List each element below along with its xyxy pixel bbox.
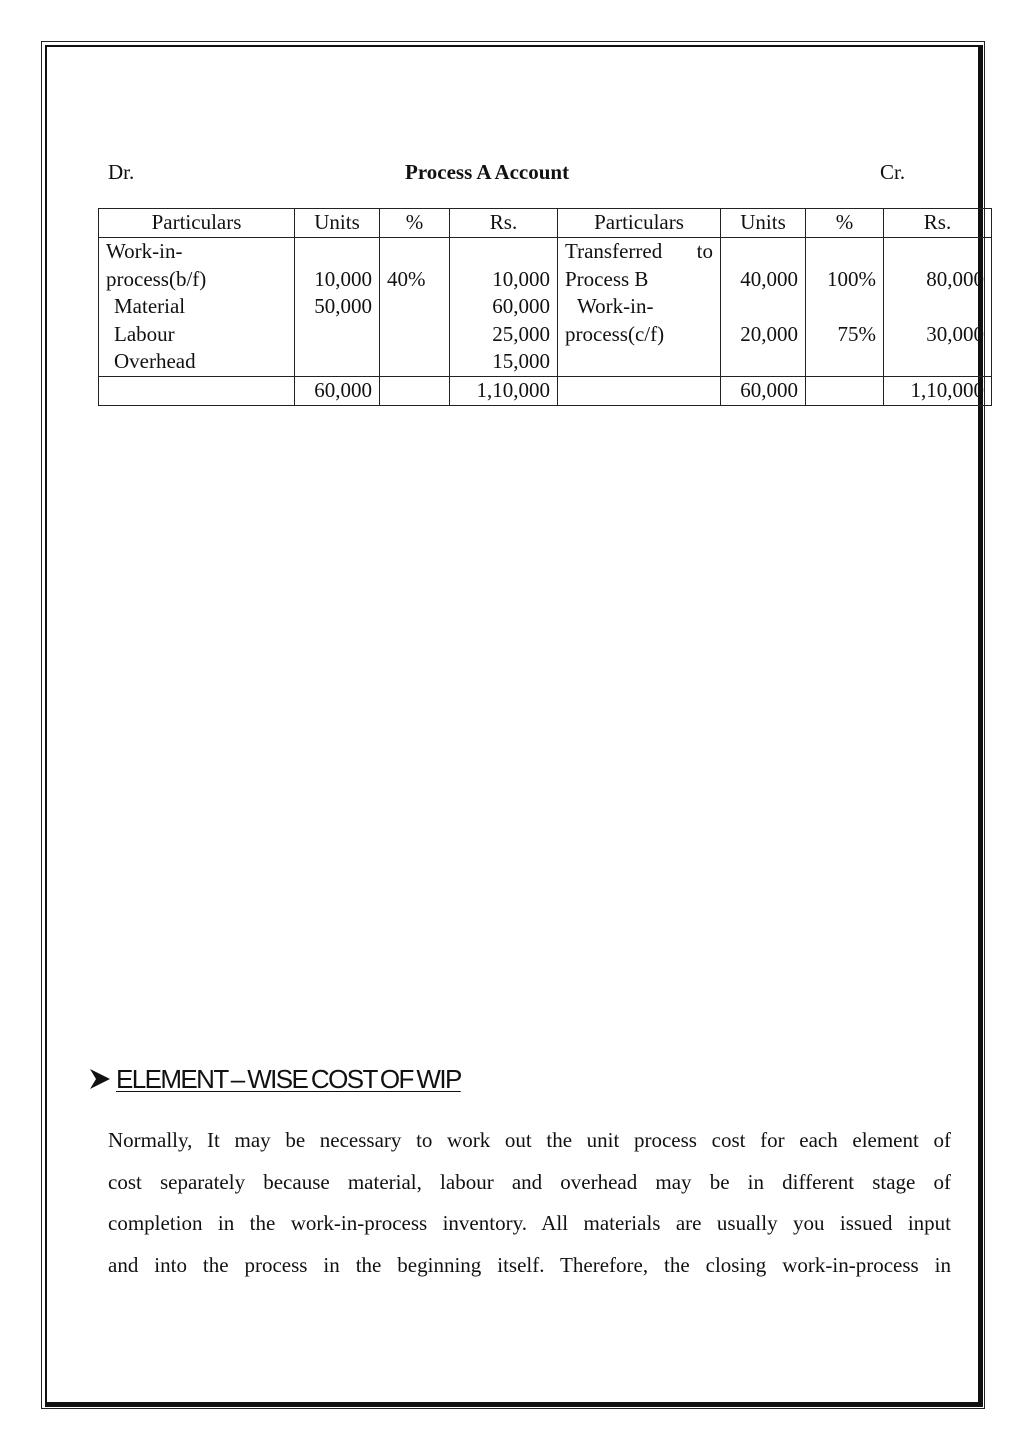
credit-particular: process(c/f)	[565, 321, 665, 346]
debit-percent	[387, 238, 442, 266]
debit-particular: Overhead	[114, 349, 196, 373]
debit-particular: Labour	[114, 321, 175, 346]
debit-units	[302, 238, 372, 266]
paragraph-line: cost separately because material, labour and overhead may be in different stage of	[108, 1169, 951, 1194]
arrow-bullet-icon	[88, 1066, 112, 1092]
debit-rs-cell	[450, 238, 558, 377]
total-blank	[99, 376, 295, 405]
total-debit-rs: 1,10,000	[450, 376, 558, 405]
totals-row	[99, 376, 992, 405]
credit-percent	[813, 293, 876, 321]
debit-rs: 60,000	[492, 294, 550, 318]
section-heading-text: ELEMENT – WISE COST OF WIP	[116, 1064, 461, 1094]
total-debit-units: 60,000	[295, 376, 380, 405]
debit-particular: Material	[114, 294, 186, 318]
credit-percent: 100%	[827, 266, 876, 291]
credit-percent: 75%	[837, 321, 876, 346]
table-row	[99, 238, 992, 377]
credit-rs	[891, 238, 984, 266]
debit-percent-cell	[380, 238, 450, 377]
debit-percent	[387, 321, 442, 349]
credit-rs	[891, 293, 984, 321]
header-units-cr: Units	[721, 209, 806, 238]
debit-label: Dr.	[108, 160, 135, 184]
debit-units	[302, 321, 372, 349]
paragraph-line: completion in the work-in-process inventory. All materials are usually you issued input	[108, 1211, 951, 1236]
credit-units: 40,000	[740, 266, 798, 291]
debit-rs: 25,000	[492, 321, 550, 346]
debit-particular: process(b/f)	[106, 266, 207, 291]
paragraph-line: and into the process in the beginning itself. Therefore, the closing work-in-process in	[108, 1253, 951, 1278]
debit-percent	[387, 293, 442, 321]
debit-percent: 40%	[387, 266, 426, 291]
section-heading	[88, 1064, 461, 1095]
header-units-dr: Units	[295, 209, 380, 238]
debit-rs: 15,000	[492, 349, 550, 373]
credit-units	[728, 293, 798, 321]
credit-percent	[813, 348, 876, 376]
header-rs-cr: Rs.	[884, 209, 992, 238]
body-paragraph	[108, 1120, 951, 1287]
credit-particular: Work-in-	[577, 294, 654, 318]
credit-percent-cell	[806, 238, 884, 377]
total-credit-units: 60,000	[721, 376, 806, 405]
debit-units	[302, 348, 372, 376]
header-percent-cr: %	[806, 209, 884, 238]
header-particulars-cr: Particulars	[558, 209, 721, 238]
credit-units: 20,000	[740, 321, 798, 346]
paragraph-line: Normally, It may be necessary to work out the unit process cost for each element of	[108, 1128, 951, 1152]
total-blank	[806, 376, 884, 405]
credit-label: Cr.	[880, 160, 906, 184]
debit-units: 50,000	[314, 294, 372, 318]
debit-rs	[457, 238, 550, 266]
total-blank	[380, 376, 450, 405]
credit-units-cell	[721, 238, 806, 377]
debit-units-cell	[295, 238, 380, 377]
debit-rs: 10,000	[492, 266, 550, 291]
credit-rs: 80,000	[926, 266, 984, 291]
total-credit-rs: 1,10,000	[884, 376, 992, 405]
process-account-table	[98, 208, 992, 406]
debit-particular: Work-in-	[106, 239, 183, 263]
debit-particulars-cell	[99, 238, 295, 377]
debit-percent	[387, 348, 442, 376]
header-rs-dr: Rs.	[450, 209, 558, 238]
total-blank	[558, 376, 721, 405]
debit-units: 10,000	[314, 266, 372, 291]
credit-units	[728, 238, 798, 266]
credit-particular: Process B	[565, 266, 649, 291]
credit-particular: Transferred to	[565, 239, 713, 263]
credit-units	[728, 348, 798, 376]
credit-percent	[813, 238, 876, 266]
table-header-row	[99, 209, 992, 238]
credit-particular	[565, 348, 713, 376]
credit-particulars-cell	[558, 238, 721, 377]
header-percent-dr: %	[380, 209, 450, 238]
account-header	[108, 160, 928, 188]
credit-rs-cell	[884, 238, 992, 377]
credit-rs: 30,000	[926, 321, 984, 346]
credit-rs	[891, 348, 984, 376]
account-title: Process A Account	[405, 160, 570, 184]
header-particulars-dr: Particulars	[99, 209, 295, 238]
